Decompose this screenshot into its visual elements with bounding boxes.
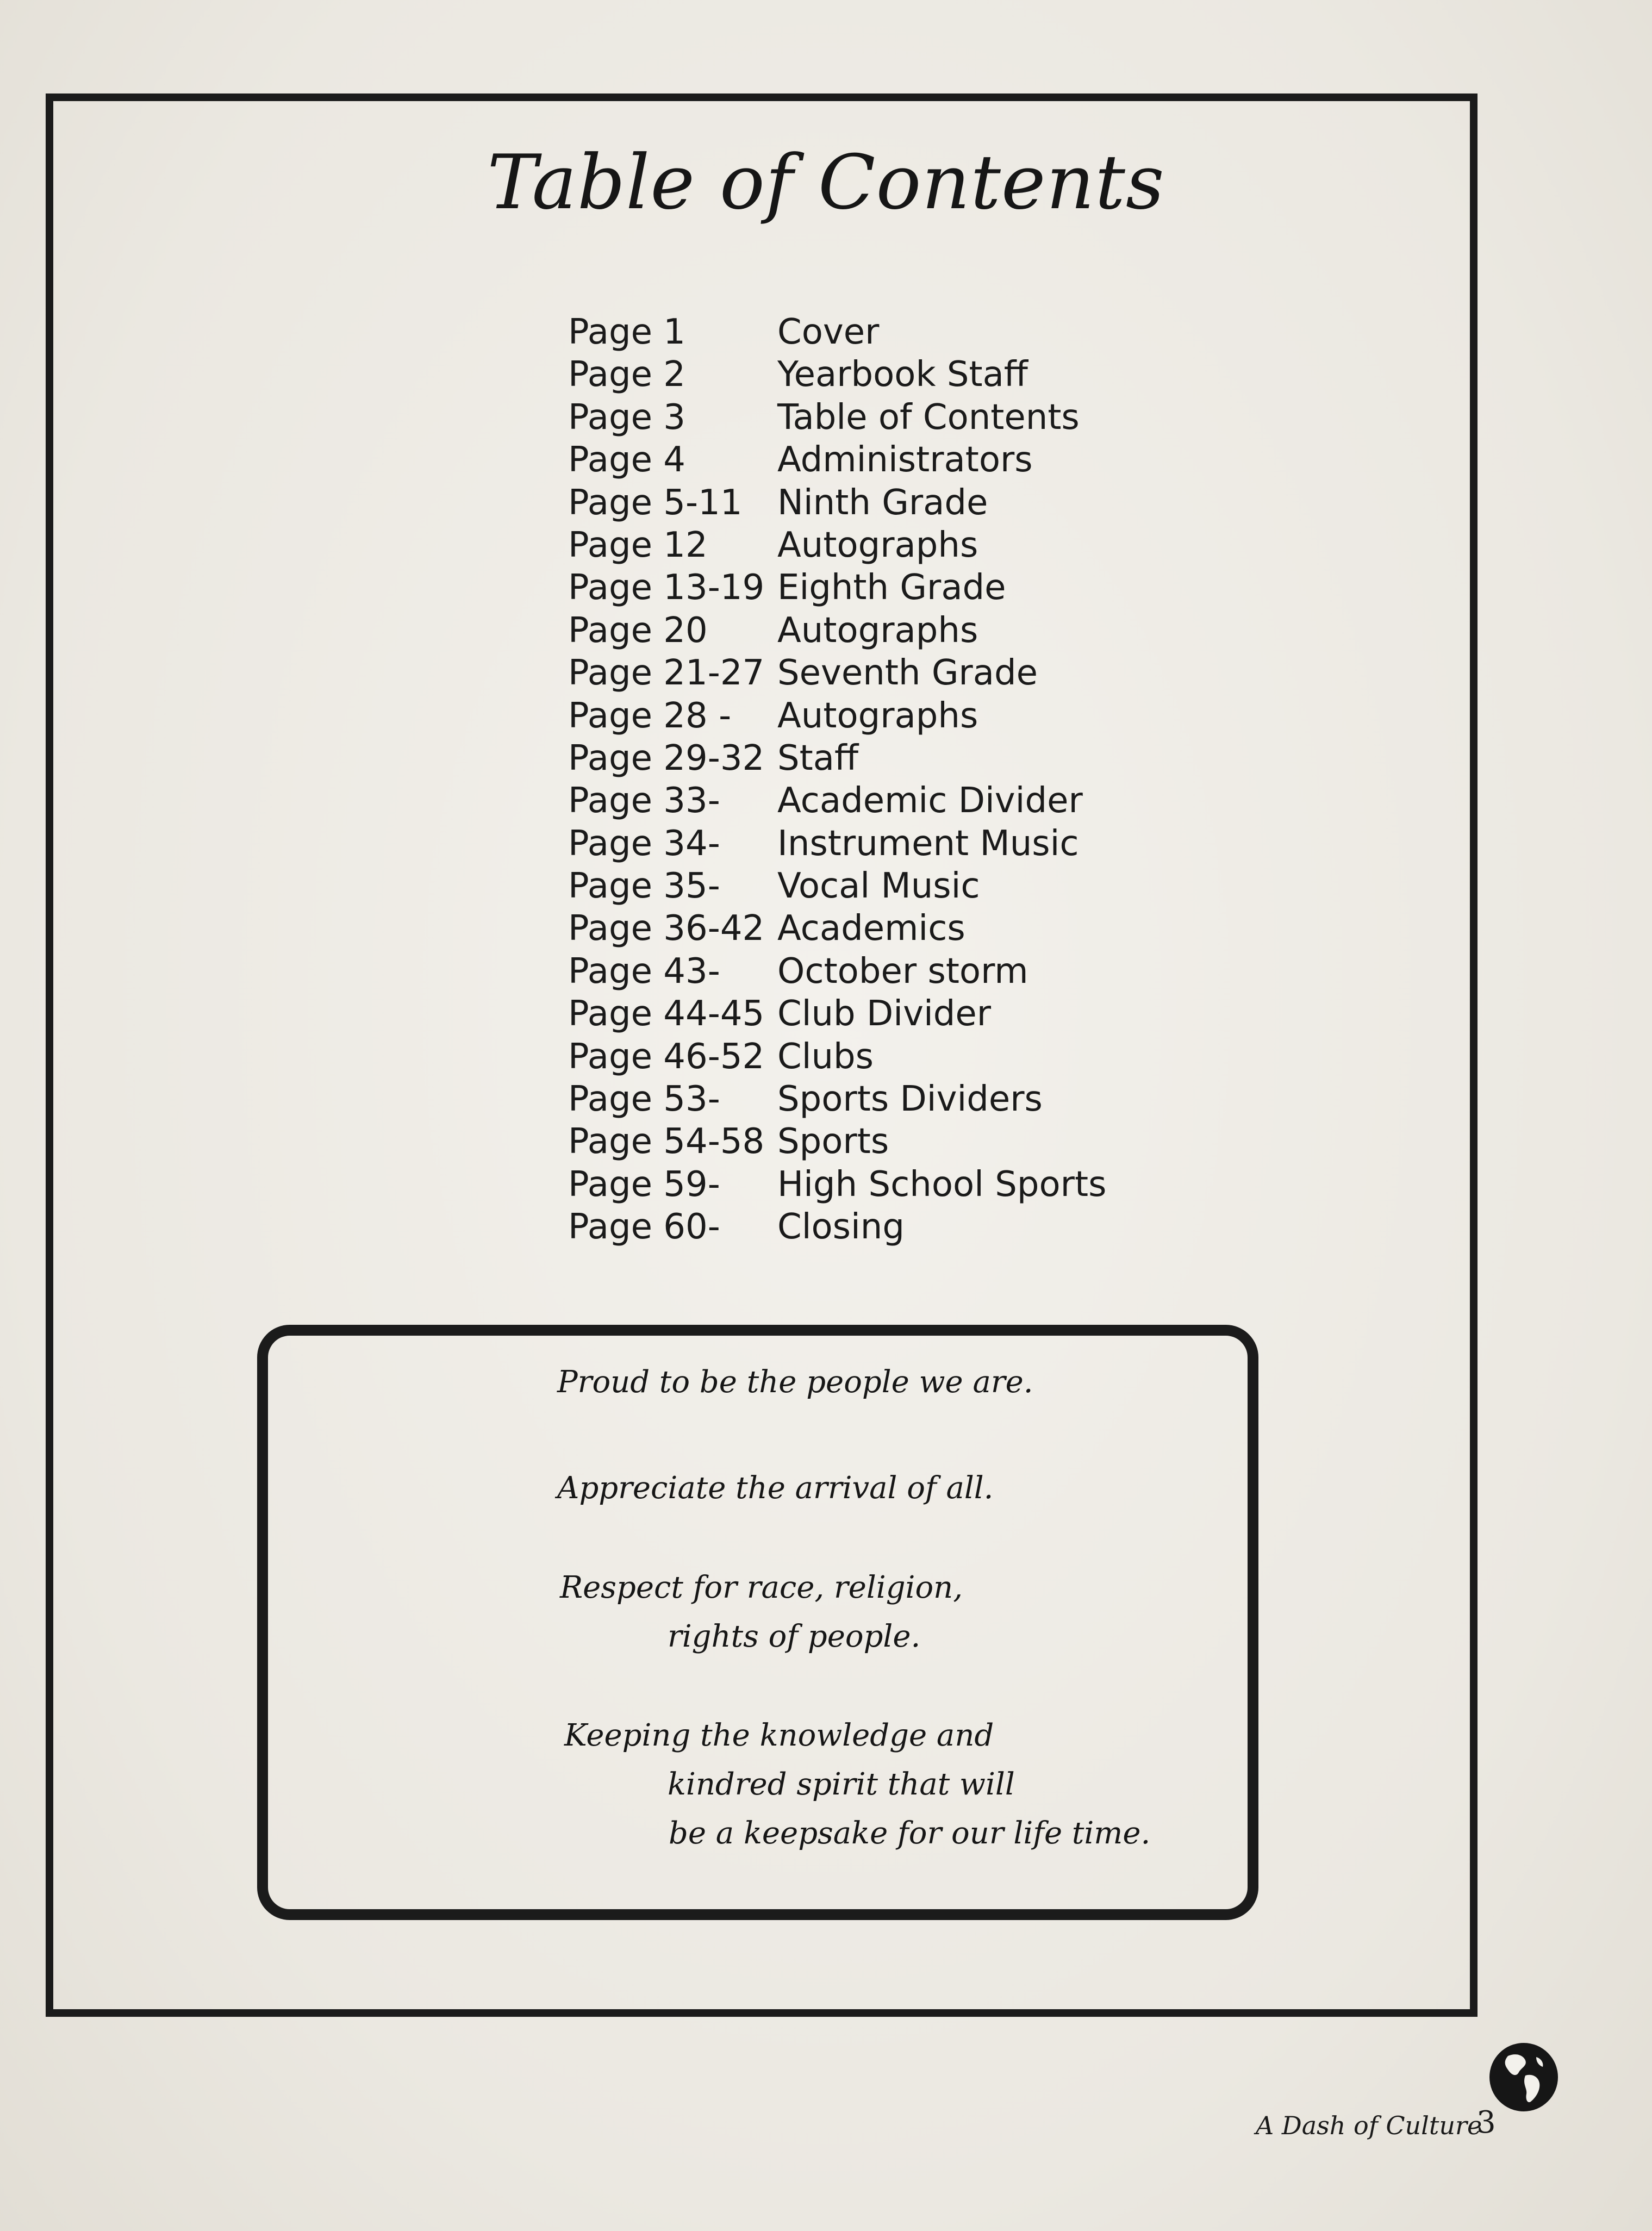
motto-line: Keeping the knowledge and <box>564 1718 994 1753</box>
toc-section-title: Clubs <box>777 1036 874 1077</box>
toc-section-title: Table of Contents <box>777 397 1080 438</box>
page-title: Table of Contents <box>487 139 1165 226</box>
toc-entry <box>568 439 1106 481</box>
toc-page-range: Page 59- <box>568 1164 720 1205</box>
toc-entry <box>568 482 1106 524</box>
motto-line: Proud to be the people we are. <box>557 1364 1033 1400</box>
toc-section-title: Administrators <box>777 440 1033 481</box>
toc-entry <box>568 1206 1106 1248</box>
toc-entry <box>568 695 1106 737</box>
toc-page-range: Page 60- <box>568 1207 720 1248</box>
toc-page-range: Page 43- <box>568 951 720 992</box>
toc-page-range: Page 4 <box>568 440 685 481</box>
toc-page-range: Page 2 <box>568 354 685 395</box>
toc-entry <box>568 1078 1106 1120</box>
motto-line: Respect for race, religion, <box>560 1570 963 1605</box>
motto-line: Appreciate the arrival of all. <box>557 1470 994 1506</box>
toc-page-range: Page 12 <box>568 525 708 565</box>
toc-section-title: Autographs <box>777 525 978 565</box>
table-of-contents-list <box>568 311 1106 1249</box>
toc-section-title: Autographs <box>777 695 978 736</box>
toc-entry <box>568 907 1106 950</box>
toc-page-range: Page 34- <box>568 823 720 864</box>
toc-section-title: Vocal Music <box>777 866 980 907</box>
motto-line: rights of people. <box>668 1619 921 1654</box>
toc-page-range: Page 53- <box>568 1079 720 1120</box>
toc-entry <box>568 1120 1106 1163</box>
toc-section-title: Yearbook Staff <box>777 354 1028 395</box>
toc-section-title: Eighth Grade <box>777 568 1006 608</box>
toc-entry <box>568 566 1106 609</box>
toc-page-range: Page 29-32 <box>568 738 765 778</box>
toc-page-range: Page 13-19 <box>568 568 765 608</box>
page-number: 3 <box>1476 2105 1496 2140</box>
motto-line: be a keepsake for our life time. <box>669 1816 1151 1851</box>
book-title: A Dash of Culture <box>1256 2111 1482 2140</box>
toc-section-title: Cover <box>777 312 880 352</box>
toc-section-title: Sports <box>777 1121 889 1162</box>
globe-icon <box>1487 2041 1560 2114</box>
toc-section-title: Club Divider <box>777 994 992 1035</box>
toc-page-range: Page 36-42 <box>568 908 765 949</box>
toc-section-title: Staff <box>777 738 859 778</box>
toc-page-range: Page 46-52 <box>568 1036 765 1077</box>
toc-entry <box>568 1163 1106 1206</box>
toc-entry <box>568 822 1106 865</box>
toc-entry <box>568 993 1106 1035</box>
toc-section-title: Closing <box>777 1207 905 1248</box>
toc-page-range: Page 54-58 <box>568 1121 765 1162</box>
toc-section-title: October storm <box>777 951 1028 992</box>
toc-section-title: Autographs <box>777 610 978 651</box>
toc-page-range: Page 33- <box>568 781 720 821</box>
toc-section-title: Ninth Grade <box>777 482 988 523</box>
toc-page-range: Page 5-11 <box>568 482 743 523</box>
toc-entry <box>568 311 1106 353</box>
toc-page-range: Page 1 <box>568 312 685 352</box>
toc-entry <box>568 353 1106 396</box>
toc-page-range: Page 28 - <box>568 695 732 736</box>
toc-section-title: Academic Divider <box>777 781 1083 821</box>
toc-page-range: Page 20 <box>568 610 708 651</box>
toc-section-title: Sports Dividers <box>777 1079 1043 1120</box>
toc-page-range: Page 3 <box>568 397 685 438</box>
toc-entry <box>568 524 1106 566</box>
toc-entry <box>568 737 1106 780</box>
toc-entry <box>568 1036 1106 1078</box>
toc-entry <box>568 780 1106 822</box>
toc-entry <box>568 396 1106 439</box>
toc-section-title: High School Sports <box>777 1164 1107 1205</box>
toc-page-range: Page 44-45 <box>568 994 765 1035</box>
toc-section-title: Instrument Music <box>777 823 1079 864</box>
toc-page-range: Page 35- <box>568 866 720 907</box>
motto-line: kindred spirit that will <box>668 1767 1015 1802</box>
toc-page-range: Page 21-27 <box>568 653 765 694</box>
toc-entry <box>568 865 1106 907</box>
toc-section-title: Seventh Grade <box>777 653 1038 694</box>
toc-entry <box>568 609 1106 652</box>
toc-entry <box>568 950 1106 993</box>
toc-section-title: Academics <box>777 908 965 949</box>
toc-entry <box>568 652 1106 694</box>
